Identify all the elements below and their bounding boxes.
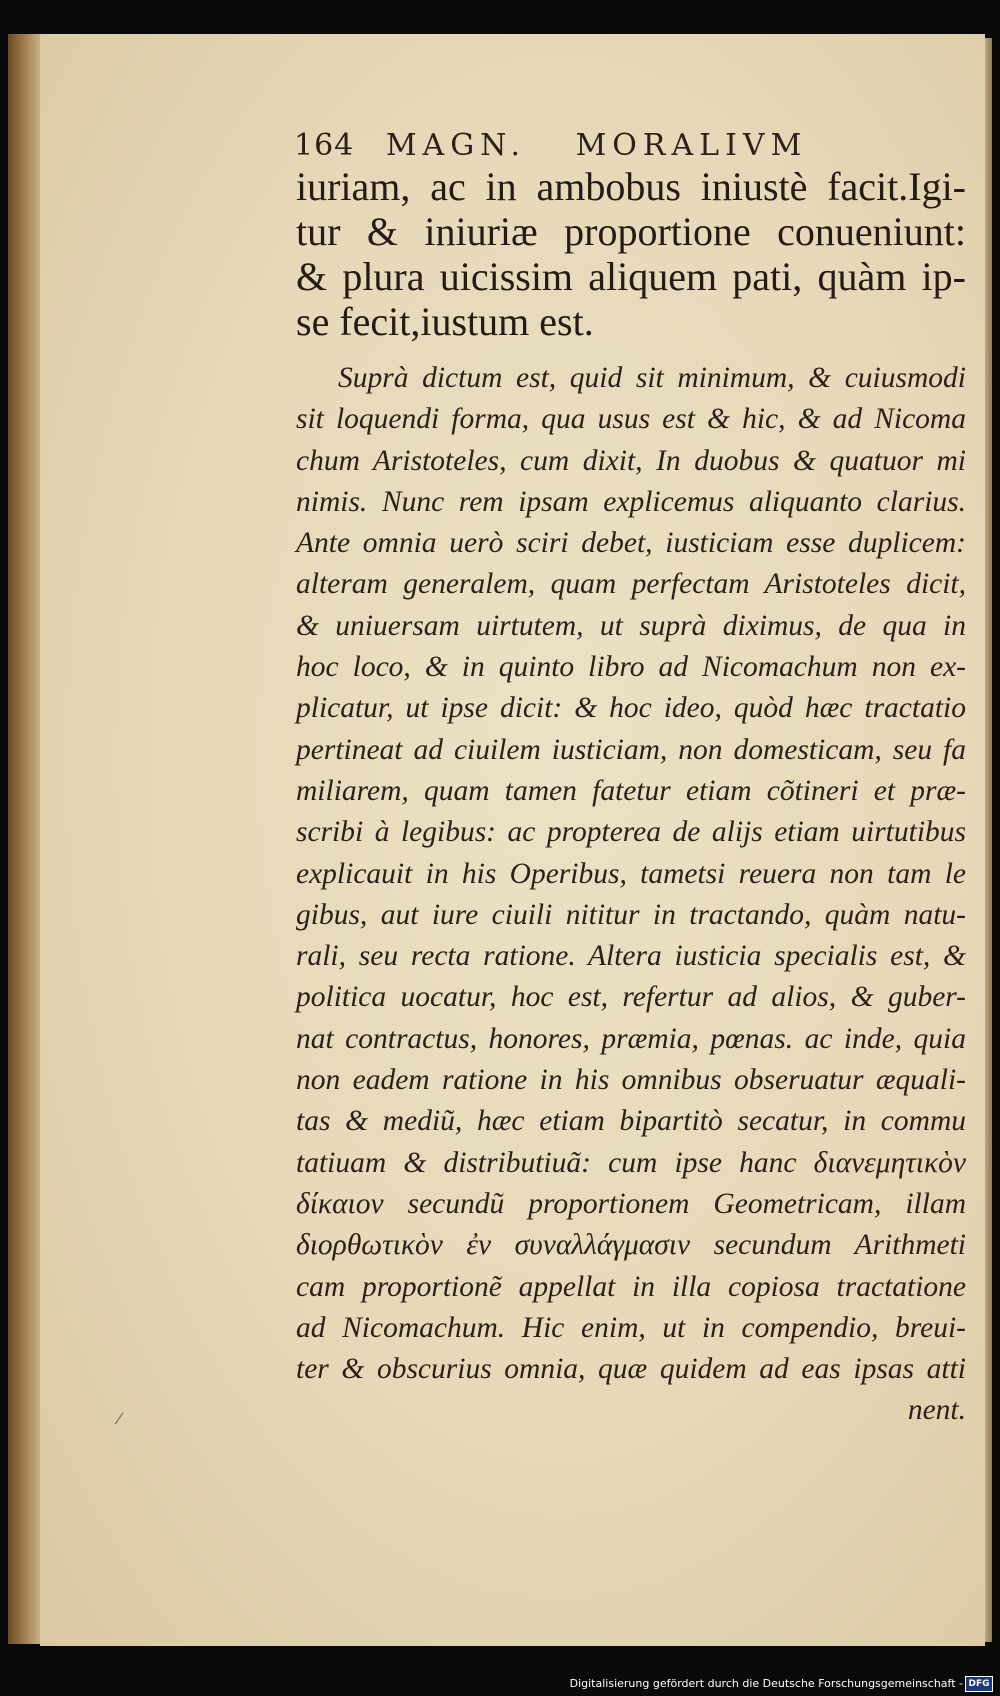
text-line: cam proportionẽ appellat in illa copiosa tractatione bbox=[296, 1270, 966, 1303]
text-line: sit loquendi forma, qua usus est & hic, & ad Nicoma bbox=[296, 403, 966, 436]
text-line: plicatur, ut ipse dicit: & hoc ideo, quòd hæc tractatio bbox=[296, 692, 966, 725]
text-line: nent. bbox=[907, 1394, 966, 1427]
text-line: iuriam, ac in ambobus iniustè facit.Igi- bbox=[296, 164, 966, 209]
text-line: miliarem, quam tamen fatetur etiam cõtineri et præ- bbox=[296, 774, 966, 807]
text-line: nimis. Nunc rem ipsam explicemus aliquanto clarius. bbox=[296, 485, 966, 518]
page-number: 164 bbox=[294, 128, 355, 163]
text-line: ter & obscurius omnia, quæ quidem ad eas ipsas atti bbox=[296, 1353, 966, 1386]
text-line: hoc loco, & in quinto libro ad Nicomachum non ex- bbox=[296, 651, 966, 684]
text-line: non eadem ratione in his omnibus obseruatur æquali- bbox=[296, 1064, 966, 1097]
text-line: scribi à legibus: ac propterea de alijs etiam uirtutibus bbox=[296, 816, 966, 849]
italic-commentary-block bbox=[296, 358, 966, 1432]
text-line: tatiuam & distributiuã: cum ipse hanc διανεμητικὸν bbox=[296, 1146, 966, 1179]
text-line: ad Nicomachum. Hic enim, ut in compendio, breui- bbox=[296, 1311, 966, 1344]
text-line: gibus, aut iure ciuili nititur in tractando, quàm natu- bbox=[296, 898, 966, 931]
text-line: nat contractus, honores, præmia, pœnas. ac inde, quia bbox=[296, 1022, 966, 1055]
funding-credit: Digitalisierung gefördert durch die Deutsche Forschungsgemeinschaft - bbox=[569, 1677, 963, 1690]
roman-text-block bbox=[296, 164, 966, 344]
text-line: Ante omnia uerò sciri debet, iusticiam esse duplicem: bbox=[296, 527, 966, 560]
dfg-logo: DFG bbox=[965, 1676, 993, 1692]
text-line: rali, seu recta ratione. Altera iusticia specialis est, & bbox=[296, 940, 966, 973]
running-header bbox=[294, 128, 954, 163]
text-line: διορθωτικὸν ἐν συναλλάγμασιν secundum Arithmeti bbox=[296, 1229, 966, 1262]
text-line: pertineat ad ciuilem iusticiam, non domesticam, seu fa bbox=[296, 733, 966, 766]
text-line: chum Aristoteles, cum dixit, In duobus & quatuor mi bbox=[296, 444, 966, 477]
text-line: & plura uicissim aliquem pati, quàm ip- bbox=[296, 254, 966, 299]
text-line: & uniuersam uirtutem, ut suprà diximus, de qua in bbox=[296, 609, 966, 642]
text-line: politica uocatur, hoc est, refertur ad alios, & guber- bbox=[296, 981, 966, 1014]
text-line: tas & mediũ, hæc etiam bipartitò secatur, in commu bbox=[296, 1105, 966, 1138]
text-line: tur & iniuriæ proportione conueniunt: bbox=[296, 209, 966, 254]
text-line: alteram generalem, quam perfectam Aristoteles dicit, bbox=[296, 568, 966, 601]
header-title-2: MORALIVM bbox=[575, 128, 808, 163]
text-line: Suprà dictum est, quid sit minimum, & cuiusmodi bbox=[338, 362, 966, 394]
digitization-footer bbox=[569, 1674, 993, 1694]
text-line: se fecit,iustum est. bbox=[296, 299, 594, 344]
text-line: δίκαιον secundũ proportionem Geometricam, illam bbox=[296, 1187, 966, 1220]
text-line: explicauit in his Operibus, tametsi reuera non tam le bbox=[296, 857, 966, 890]
header-title-1: MAGN. bbox=[385, 128, 527, 163]
